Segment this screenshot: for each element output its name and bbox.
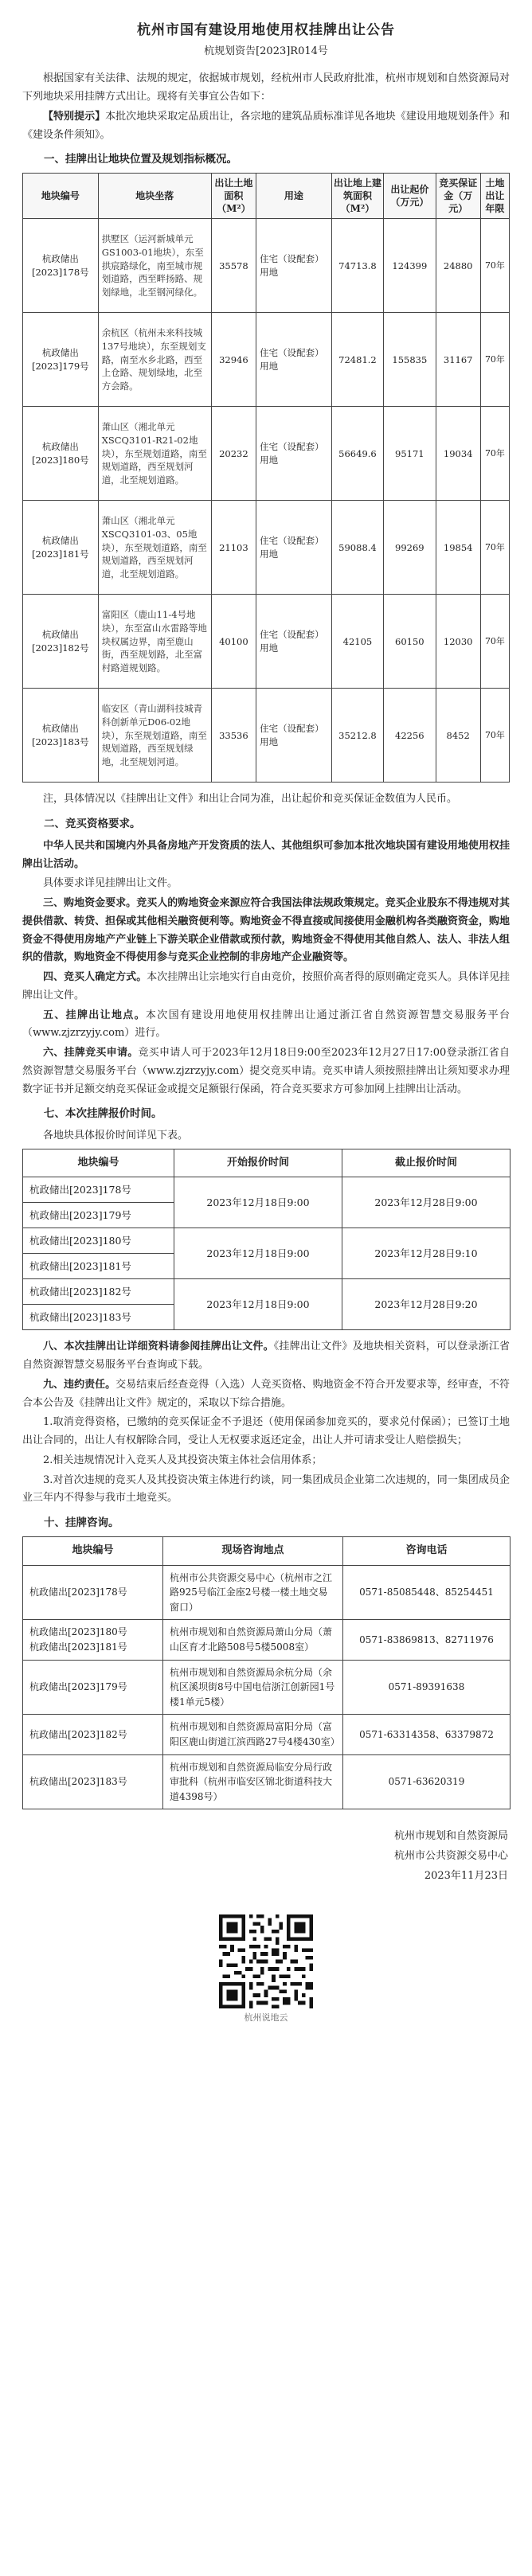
end-time: 2023年12月28日9:00	[342, 1177, 510, 1228]
section-8-text: 《挂牌出让文件》及地块相关资料，可以登录浙江省自然资源智慧交易服务平台查询或下载。	[22, 1341, 510, 1372]
plot-start-price: 60150	[384, 595, 436, 689]
plot-term: 70年	[480, 595, 509, 689]
plots-table-header	[23, 173, 510, 219]
qr-caption: 杭州说地云	[244, 2012, 288, 2024]
plot-id: 杭政储出[2023]183号	[23, 689, 99, 783]
col-header-use: 用途	[256, 173, 332, 219]
plot-location: 萧山区（湘北单元XSCQ3101-R21-02地块），东至规划道路，南至规划道路，西至规划河道，北至规划道路。	[98, 407, 211, 501]
col-header-start: 开始报价时间	[174, 1149, 342, 1177]
intro-paragraph: 根据国家有关法律、法规的规定，依据城市规划，经杭州市人民政府批准，杭州市规划和自然资源局对下列地块采用挂牌方式出让。现将有关事宜公告如下：	[22, 72, 510, 103]
consultation-header	[23, 1536, 510, 1565]
plot-term: 70年	[480, 219, 509, 313]
section-3-text: 竞买人的购地资金来源应符合我国法律法规政策规定。竞买企业股东不得违规对其提供借款、转贷、担保或其他相关融资便利等。购地资金不得直接或间接使用金融机构各类融资资金，购地资金不得使用房地产产业链上下游关联企业借款或预付款，购地资金不得使用其他自然人、法人、非法人组织的借款，购地资金不得使用参与竞买企业控制的非房地产企业融资等。	[22, 897, 510, 964]
plot-start-price: 99269	[384, 501, 436, 595]
section-8	[22, 1338, 510, 1375]
section-3	[22, 895, 510, 967]
plot-area: 21103	[211, 501, 256, 595]
qr-code-icon	[219, 1914, 313, 2008]
section-6	[22, 1044, 510, 1099]
plot-id: 杭政储出[2023]178号	[23, 219, 99, 313]
table-row	[23, 1177, 510, 1203]
plot-deposit: 24880	[436, 219, 480, 313]
col-header-id: 地块编号	[23, 1149, 174, 1177]
table-row	[23, 501, 510, 595]
table-row	[23, 313, 510, 407]
plot-area: 33536	[211, 689, 256, 783]
table-row	[23, 1754, 510, 1809]
plot-floor-area: 72481.2	[331, 313, 383, 407]
section-2-heading: 二、竞买资格要求。	[44, 818, 141, 831]
section-2-text: 中华人民共和国境内外具备房地产开发资质的法人、其他组织可参加本批次地块国有建设用地使用权挂牌出让活动。	[22, 839, 510, 870]
start-time: 2023年12月18日9:00	[174, 1228, 342, 1279]
consult-place: 杭州市规划和自然资源局萧山分局（萧山区育才北路508号5楼5008室）	[163, 1620, 343, 1660]
section-9-item: 1.取消竞得资格，已缴纳的竞买保证金不予退还（使用保函参加竞买的，要求兑付保函）；已签订土地出让合同的，出让人有权解除合同，受让人无权要求返还定金，出让人并可请求受让人赔偿损失；	[22, 1416, 510, 1447]
plot-id: 杭政储出[2023]183号	[23, 1305, 174, 1330]
consult-place: 杭州市公共资源交易中心（杭州市之江路925号临江金座2号楼一楼土地交易窗口）	[163, 1565, 343, 1620]
plot-id: 杭政储出[2023]179号	[23, 1203, 174, 1228]
plot-use: 住宅（设配套）用地	[256, 689, 332, 783]
special-tip	[22, 108, 510, 145]
plot-id: 杭政储出[2023]180号	[23, 1228, 174, 1254]
special-tip-label: 【特别提示】	[43, 110, 106, 123]
table-row	[23, 595, 510, 689]
section-3-label: 三、购地资金要求。	[43, 897, 137, 910]
plot-id: 杭政储出[2023]183号	[23, 1754, 163, 1809]
plot-use: 住宅（设配套）用地	[256, 219, 332, 313]
plot-location: 余杭区（杭州未来科技城137号地块），东至规划支路，南至水乡北路，西至上仓路、规划绿地，北至方会路。	[98, 313, 211, 407]
section-2-detail: 具体要求详见挂牌出让文件。	[43, 877, 178, 890]
plot-term: 70年	[480, 407, 509, 501]
col-header-deposit: 竞买保证金（万元）	[436, 173, 480, 219]
signature-block	[22, 1827, 510, 1886]
consult-place: 杭州市规划和自然资源局余杭分局（余杭区溪坝街8号中国电信浙江创新园1号楼1单元5楼）	[163, 1660, 343, 1715]
qr-code-block	[214, 1914, 318, 2025]
plot-start-price: 124399	[384, 219, 436, 313]
col-header-id: 地块编号	[23, 173, 99, 219]
start-time: 2023年12月18日9:00	[174, 1177, 342, 1228]
section-8-label: 八、本次挂牌出让详细资料请参阅挂牌出让文件。	[43, 1341, 274, 1353]
plot-term: 70年	[480, 313, 509, 407]
col-header-id: 地块编号	[23, 1536, 163, 1565]
consultation-table	[22, 1536, 510, 1809]
page-title: 杭州市国有建设用地使用权挂牌出让公告	[137, 22, 395, 38]
plot-id: 杭政储出[2023]179号	[23, 313, 99, 407]
plot-use: 住宅（设配套）用地	[256, 313, 332, 407]
plot-use: 住宅（设配套）用地	[256, 595, 332, 689]
section-9-item: 2.相关违规情况计入竞买人及其投资决策主体社会信用体系；	[43, 1454, 323, 1466]
plot-id: 杭政储出[2023]181号	[29, 1641, 127, 1653]
section-5-label: 五、挂牌出让地点。	[43, 1009, 146, 1021]
plot-use: 住宅（设配套）用地	[256, 407, 332, 501]
plot-start-price: 155835	[384, 313, 436, 407]
col-header-place: 现场咨询地点	[163, 1536, 343, 1565]
plot-floor-area: 35212.8	[331, 689, 383, 783]
plot-start-price: 95171	[384, 407, 436, 501]
plot-id: 杭政储出[2023]182号	[23, 1279, 174, 1305]
start-time: 2023年12月18日9:00	[174, 1279, 342, 1330]
plot-id: 杭政储出[2023]182号	[23, 595, 99, 689]
consult-phone: 0571-83869813、82711976	[343, 1620, 510, 1660]
consult-phone: 0571-89391638	[343, 1660, 510, 1715]
plot-deposit: 19034	[436, 407, 480, 501]
section-5-text: 本次国有建设用地使用权挂牌出让通过浙江省自然资源智慧交易服务平台（www.zjzrzyjy.com）进行。	[22, 1009, 510, 1040]
table-row	[23, 1565, 510, 1620]
section-1-heading: 一、挂牌出让地块位置及规划指标概况。	[44, 153, 237, 166]
plot-id: 杭政储出[2023]181号	[23, 501, 99, 595]
col-header-floor-area: 出让地上建筑面积（M²）	[331, 173, 383, 219]
plot-floor-area: 59088.4	[331, 501, 383, 595]
plot-id-group	[23, 1620, 163, 1660]
plot-term: 70年	[480, 501, 509, 595]
consult-phone: 0571-63620319	[343, 1754, 510, 1809]
table-row	[23, 1279, 510, 1305]
section-9	[22, 1376, 510, 1413]
end-time: 2023年12月28日9:10	[342, 1228, 510, 1279]
plot-deposit: 31167	[436, 313, 480, 407]
section-5	[22, 1007, 510, 1044]
plot-deposit: 19854	[436, 501, 480, 595]
plot-location: 富阳区（鹿山11-4号地块），东至富山水雷路等地块权属边界，南至鹿山街，西至规划路，北至富村路道规划路。	[98, 595, 211, 689]
plot-deposit: 12030	[436, 595, 480, 689]
table-row	[23, 689, 510, 783]
col-header-term: 土地出让年限	[480, 173, 509, 219]
bidding-time-header	[23, 1149, 510, 1177]
plots-table	[22, 173, 510, 783]
table-row	[23, 1660, 510, 1715]
plot-use: 住宅（设配套）用地	[256, 501, 332, 595]
plot-location: 拱墅区（运河新城单元GS1003-01地块），东至拱宸路绿化，南至城市规划道路，西至畔扬路、规划绿地，北至钢河绿化。	[98, 219, 211, 313]
signature-org-2: 杭州市公共资源交易中心	[393, 1849, 508, 1862]
section-4-label: 四、竞买人确定方式。	[43, 971, 147, 984]
plot-floor-area: 56649.6	[331, 407, 383, 501]
section-9-label: 九、违约责任。	[43, 1378, 116, 1391]
consult-phone: 0571-63314358、63379872	[343, 1715, 510, 1754]
section-7-intro: 各地块具体报价时间详见下表。	[43, 1129, 189, 1142]
document-number: 杭规划资告[2023]R014号	[204, 45, 328, 57]
table-row	[23, 1228, 510, 1254]
signature-date: 2023年11月23日	[424, 1869, 508, 1882]
bidding-time-table	[22, 1149, 510, 1331]
section-9-item: 3.对首次违规的竞买人及其投资决策主体进行约谈，同一集团成员企业第二次违规的，同一集团成员企业三年内不得参与我市土地竞买。	[22, 1473, 510, 1505]
plot-area: 20232	[211, 407, 256, 501]
plot-deposit: 8452	[436, 689, 480, 783]
plot-start-price: 42256	[384, 689, 436, 783]
plot-term: 70年	[480, 689, 509, 783]
col-header-end: 截止报价时间	[342, 1149, 510, 1177]
plot-id: 杭政储出[2023]182号	[23, 1715, 163, 1754]
special-tip-text: 本批次地块采取定品质出让，各宗地的建筑品质标准详见各地块《建设用地规划条件》和《建设条件须知》。	[22, 110, 510, 141]
plot-area: 40100	[211, 595, 256, 689]
section-4	[22, 969, 510, 1005]
plot-area: 32946	[211, 313, 256, 407]
consult-place: 杭州市规划和自然资源局临安分局行政审批科（杭州市临安区锦北街道科技大道4398号）	[163, 1754, 343, 1809]
col-header-start-price: 出让起价（万元）	[384, 173, 436, 219]
plot-id: 杭政储出[2023]180号	[23, 407, 99, 501]
section-9-text: 交易结束后经查竞得（入选）人竞买资格、购地资金不符合开发要求等，经审查，不符合本公告及《挂牌出让文件》规定的，采取以下综合措施。	[22, 1378, 510, 1409]
plot-location: 萧山区（湘北单元XSCQ3101-03、05地块），东至规划道路，南至规划道路，西至规划河道，北至规划道路。	[98, 501, 211, 595]
section-7-heading: 七、本次挂牌报价时间。	[44, 1107, 162, 1121]
plot-id: 杭政储出[2023]181号	[23, 1254, 174, 1279]
plot-id: 杭政储出[2023]178号	[23, 1565, 163, 1620]
plot-floor-area: 42105	[331, 595, 383, 689]
table-note: 注，具体情况以《挂牌出让文件》和出让合同为准，出让起价和竞买保证金数值为人民币。	[43, 793, 458, 806]
consult-phone: 0571-85085448、85254451	[343, 1565, 510, 1620]
plot-area: 35578	[211, 219, 256, 313]
plot-floor-area: 74713.8	[331, 219, 383, 313]
section-4-text: 本次挂牌出让宗地实行自由竞价，按照价高者得的原则确定竞买人。具体详见挂牌出让文件。	[22, 971, 510, 1001]
end-time: 2023年12月28日9:20	[342, 1279, 510, 1330]
plot-id: 杭政储出[2023]178号	[23, 1177, 174, 1203]
plot-id: 杭政储出[2023]179号	[23, 1660, 163, 1715]
section-6-text: 竞买申请人可于2023年12月18日9:00至2023年12月27日17:00登录浙江省自然资源智慧交易服务平台（www.zjzrzyjy.com）提交竞买申请。竞买申请人须按照挂牌出让须知要求办理数字证书并足额交纳竞买保证金或提交足额银行保函，符合竞买要求方可参加网上挂牌出让活动。	[22, 1047, 510, 1095]
table-row	[23, 407, 510, 501]
col-header-location: 地块坐落	[98, 173, 211, 219]
col-header-area: 出让土地面积（M²）	[211, 173, 256, 219]
table-row	[23, 1715, 510, 1754]
section-6-label: 六、挂牌竞买申请。	[43, 1047, 139, 1060]
plot-location: 临安区（青山湖科技城青科创新单元D06-02地块），东至规划道路，南至规划道路，西至规划绿地，北至规划河道。	[98, 689, 211, 783]
signature-org-1: 杭州市规划和自然资源局	[393, 1830, 508, 1843]
consult-place: 杭州市规划和自然资源局富阳分局（富阳区鹿山街道江滨西路27号4楼430室）	[163, 1715, 343, 1754]
table-row	[23, 1620, 510, 1660]
col-header-phone: 咨询电话	[343, 1536, 510, 1565]
plot-id: 杭政储出[2023]180号	[29, 1626, 127, 1638]
section-10-heading: 十、挂牌咨询。	[44, 1516, 119, 1530]
table-row	[23, 219, 510, 313]
